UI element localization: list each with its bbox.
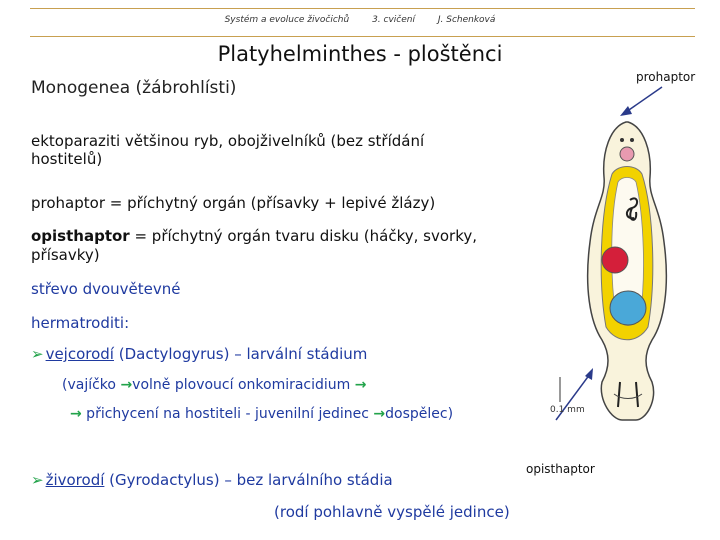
viviparous-line [31, 471, 393, 489]
right-arrow-icon: → [120, 377, 133, 393]
development-line-1 [62, 377, 366, 393]
header-rule-bottom [30, 36, 695, 37]
oviparous-rest: (Dactylogyrus) – larvální stádium [113, 345, 368, 363]
slide-title: Platyhelminthes - ploštěnci [217, 42, 503, 66]
oviparous-term: vejcorodí [45, 345, 114, 363]
opisthaptor-line-2: přísavky) [31, 246, 100, 264]
check-arrow-icon: ➢ [31, 345, 44, 363]
opisthaptor-def: = příchytný orgán tvaru disku (háčky, svorky, [129, 227, 477, 245]
prohaptor-term: prohaptor [31, 194, 105, 212]
right-arrow-icon: → [70, 406, 82, 422]
slide-subtitle: Monogenea (žábrohlísti) [31, 78, 237, 98]
header-course: Systém a evoluce živočichů [224, 15, 350, 25]
monogenean-illustration [540, 82, 720, 482]
label-opisthaptor: opisthaptor [526, 462, 595, 476]
right-arrow-icon: → [373, 406, 386, 422]
eyespot-left [620, 138, 624, 142]
testis [610, 291, 646, 325]
header-author: J. Schenková [437, 15, 496, 25]
viviparous-term: živorodí [45, 471, 105, 489]
label-prohaptor: prohaptor [636, 70, 696, 84]
viviparous-note: (rodí pohlavně vyspělé jedince) [274, 503, 510, 521]
opisthaptor-definition [31, 227, 477, 245]
viviparous-rest: (Gyrodactylus) – bez larválního stádia [104, 471, 393, 489]
dev-2a: přichycení na hostiteli - juvenilní jedinec [81, 406, 374, 422]
pharynx [620, 147, 634, 161]
ovary [602, 247, 628, 273]
prohaptor-pointer-line [626, 87, 662, 112]
header-rule-top [30, 8, 695, 9]
development-line-2 [70, 406, 453, 422]
dev-1b: volně plovoucí onkomiracidium [132, 377, 355, 393]
right-arrow-icon: → [354, 377, 367, 393]
hermaphrodite-line: hermatroditi: [31, 314, 130, 332]
prohaptor-definition [31, 194, 435, 212]
slide-header [0, 15, 720, 25]
eyespot-right [630, 138, 634, 142]
prohaptor-pointer-head [620, 106, 632, 116]
scale-label: 0.1 mm [550, 405, 585, 415]
header-exercise: 3. cvičení [372, 15, 415, 25]
opisthaptor-term: opisthaptor [31, 227, 130, 245]
dev-1a: (vajíčko [62, 377, 121, 393]
prohaptor-def: = příchytný orgán (přísavky + lepivé žlázy) [104, 194, 436, 212]
gut-line: střevo dvouvětevné [31, 280, 181, 298]
check-arrow-icon: ➢ [31, 471, 44, 489]
ecto-line-1: ektoparaziti většinou ryb, obojživelníků (bez střídání [31, 132, 425, 150]
ecto-line-2: hostitelů) [31, 150, 103, 168]
dev-2b: dospělec) [385, 406, 454, 422]
oviparous-line [31, 345, 367, 363]
